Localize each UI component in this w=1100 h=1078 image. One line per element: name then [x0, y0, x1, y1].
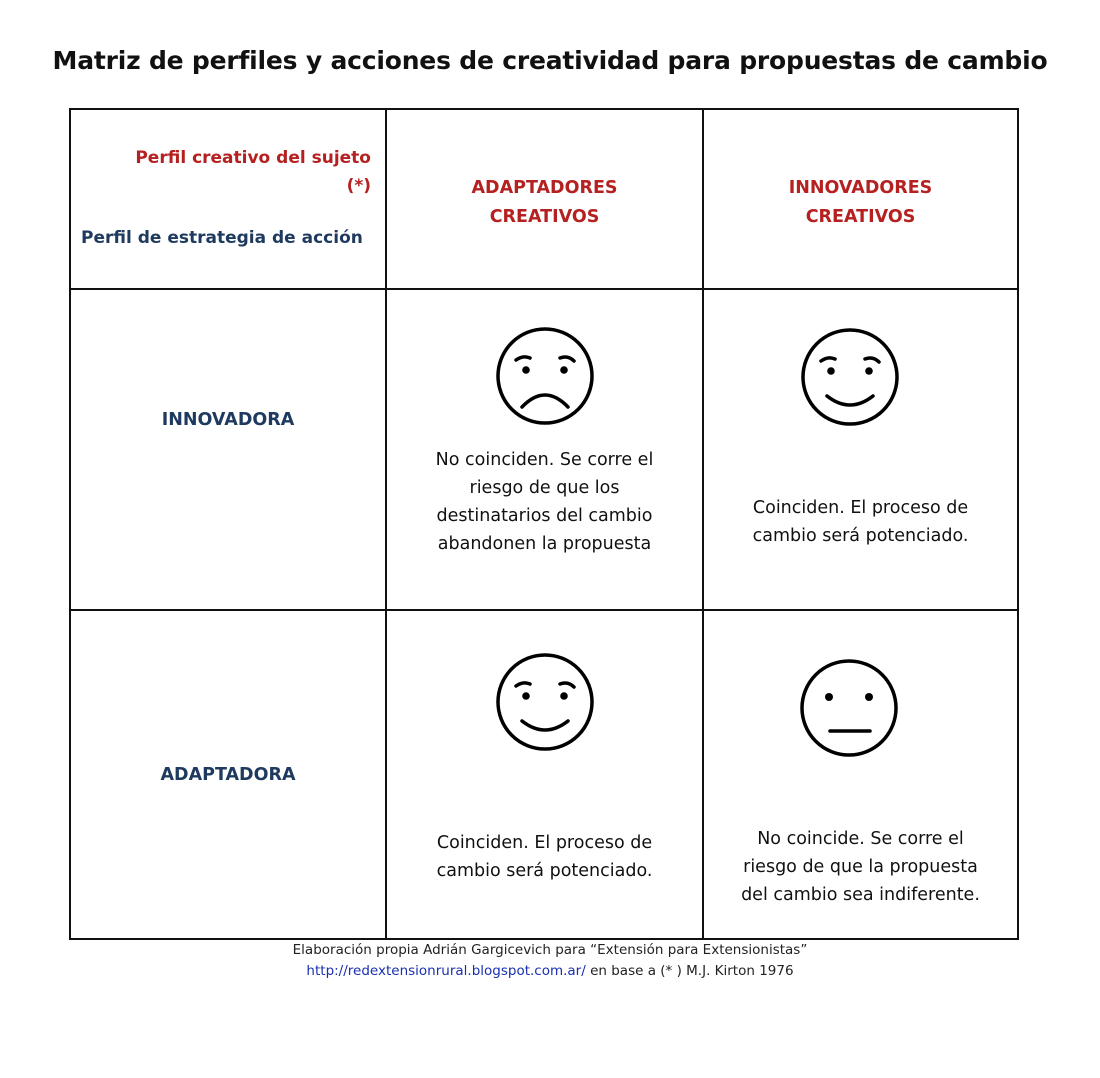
creativity-matrix: [69, 108, 1019, 940]
subject-profile-note: (*): [346, 176, 371, 196]
cell-description: [387, 446, 702, 558]
description-line: No coincide. Se corre el: [757, 829, 964, 849]
source-reference: en base a (* ) M.J. Kirton 1976: [585, 963, 794, 979]
strategy-profile-label: Perfil de estrategia de acción: [81, 228, 363, 248]
subject-profile-heading: [135, 144, 371, 200]
column-header-line: CREATIVOS: [489, 207, 600, 227]
description-line: riesgo de que los: [469, 478, 620, 498]
subject-profile-label: Perfil creativo del sujeto: [135, 148, 371, 168]
row-header-innovadora: [71, 290, 385, 609]
description-line: cambio será potenciado.: [752, 526, 969, 546]
description-line: abandonen la propuesta: [437, 534, 652, 554]
column-header-innovadores: [704, 110, 1017, 288]
cell-innovadora-adaptadores: [387, 290, 702, 609]
cell-innovadora-innovadores: [704, 290, 1017, 609]
page-title: Matriz de perfiles y acciones de creatividad para propuestas de cambio: [52, 46, 1048, 75]
sad-face-icon: [494, 325, 596, 427]
column-header-adaptadores: [387, 110, 702, 288]
source-line: [0, 961, 1100, 982]
corner-cell: [71, 110, 385, 288]
description-line: del cambio sea indiferente.: [741, 885, 980, 905]
description-line: Coinciden. El proceso de: [436, 833, 653, 853]
column-header-line: INNOVADORES: [788, 178, 933, 198]
description-line: cambio será potenciado.: [436, 861, 653, 881]
row-header-label: INNOVADORA: [161, 410, 295, 430]
description-line: No coinciden. Se corre el: [435, 450, 654, 470]
smiling-face-icon: [494, 651, 596, 753]
cell-description: [704, 825, 1017, 909]
cell-adaptadora-innovadores: [704, 611, 1017, 938]
description-line: destinatarios del cambio: [436, 506, 653, 526]
description-line: riesgo de que la propuesta: [743, 857, 978, 877]
row-header-label: ADAPTADORA: [160, 765, 296, 785]
column-header-line: ADAPTADORES: [471, 178, 618, 198]
credits-footer: [0, 940, 1100, 982]
cell-description: [704, 494, 1017, 550]
description-line: Coinciden. El proceso de: [752, 498, 969, 518]
column-header-line: CREATIVOS: [805, 207, 916, 227]
neutral-face-icon: [798, 657, 900, 759]
cell-adaptadora-adaptadores: [387, 611, 702, 938]
smiling-face-icon: [799, 326, 901, 428]
credits-line: Elaboración propia Adrián Gargicevich para “Extensión para Extensionistas”: [292, 942, 808, 958]
row-header-adaptadora: [71, 611, 385, 938]
cell-description: [387, 829, 702, 885]
source-link[interactable]: http://redextensionrural.blogspot.com.ar/: [306, 963, 586, 979]
